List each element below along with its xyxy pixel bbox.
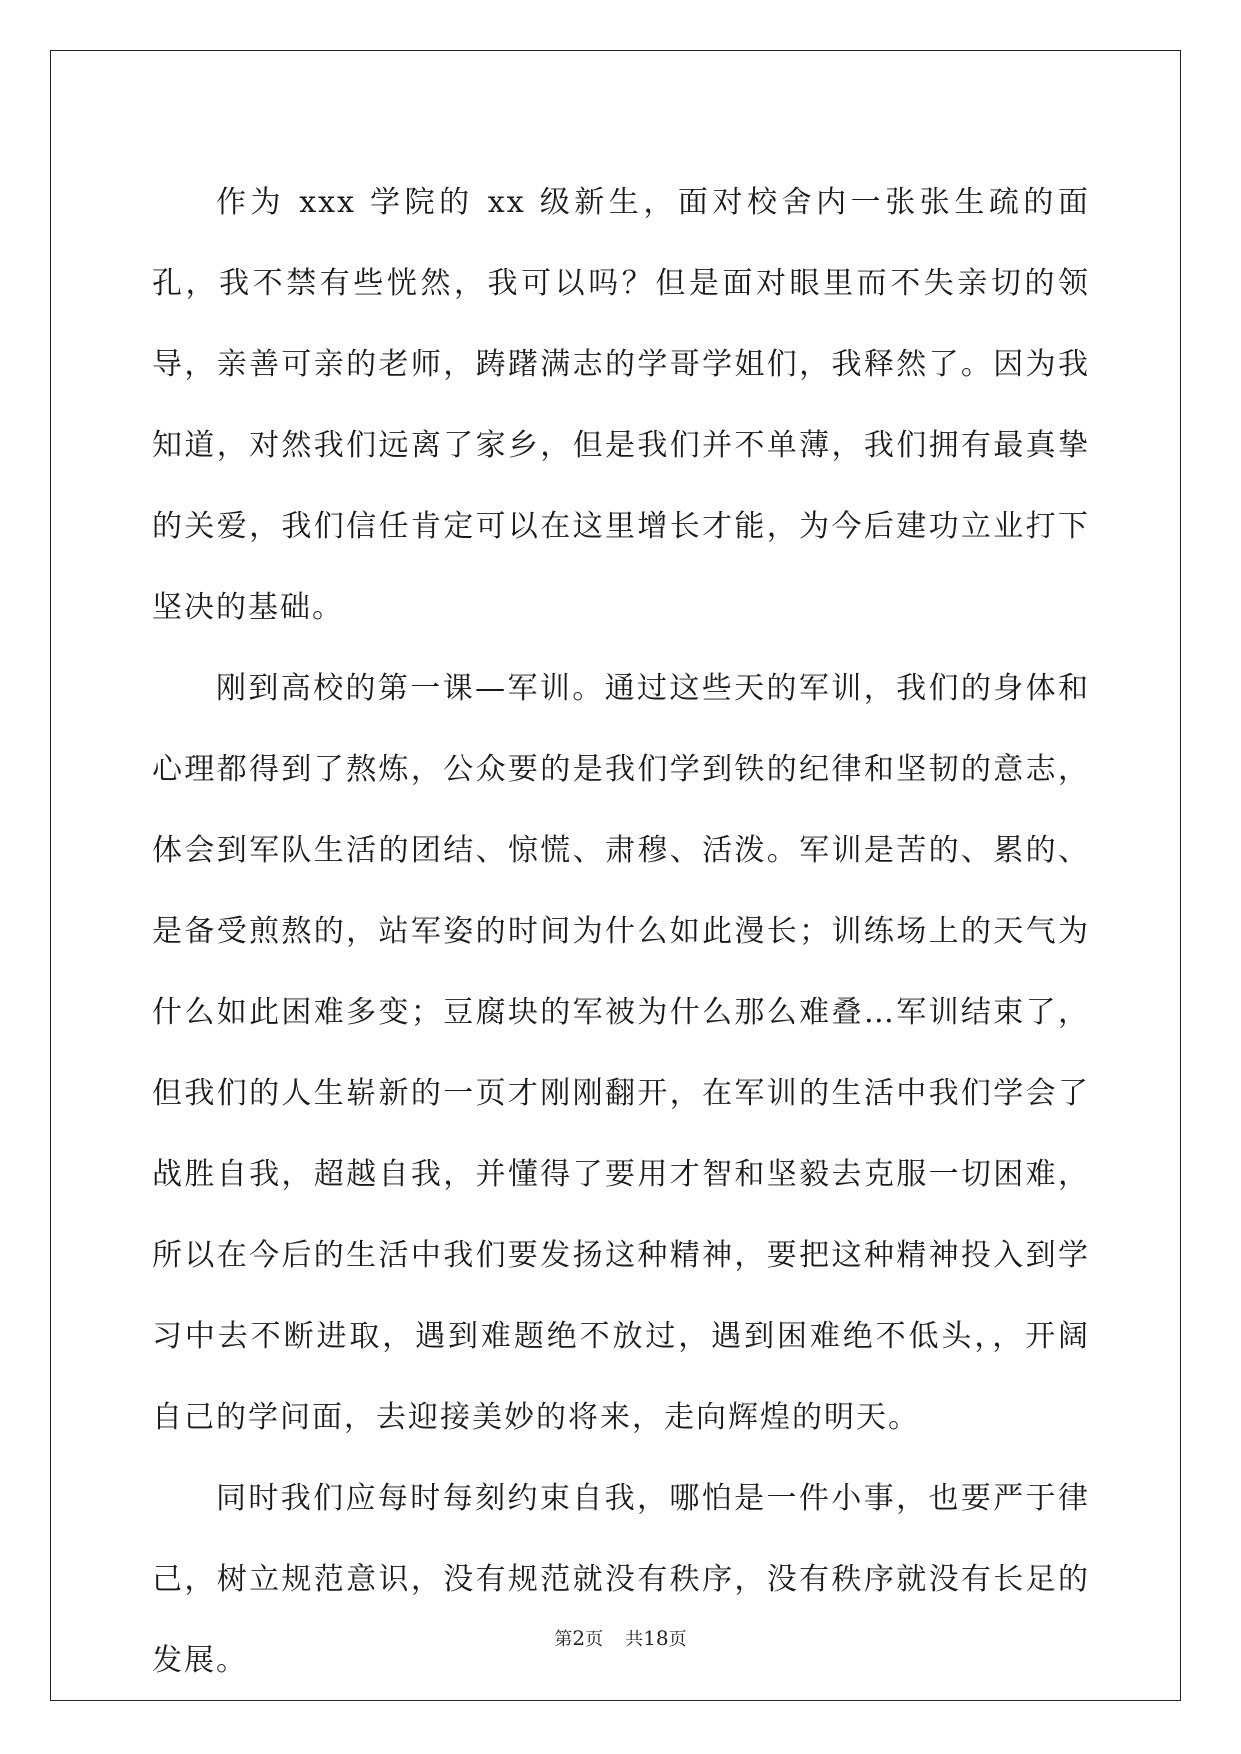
total-unit: 页 xyxy=(668,1629,687,1650)
total-prefix: 共 xyxy=(625,1629,644,1650)
paragraph-1: 作为 xxx 学院的 xx 级新生，面对校舍内一张张生疏的面孔，我不禁有些恍然，我可以吗？但是面对眼里而不失亲切的领导，亲善可亲的老师，踌躇满志的学哥学姐们，我释然了。因为我知道，对然我们远离了家乡，但是我们并不单薄，我们拥有最真挚的关爱，我们信任肯定可以在这里增长才能，为今后建功立业打下坚决的基础。 xyxy=(152,185,1090,625)
page-total: 18 xyxy=(643,1626,669,1650)
paragraph-3: 同时我们应每时每刻约束自我，哪怕是一件小事，也要严于律己，树立规范意识，没有规范就没有秩序，没有秩序就没有长足的发展。 xyxy=(152,1481,1090,1678)
page-current: 2 xyxy=(572,1626,586,1650)
document-body xyxy=(152,162,1090,1701)
page-unit: 页 xyxy=(585,1629,604,1650)
paragraph-2: 刚到高校的第一课—军训。通过这些天的军训，我们的身体和心理都得到了熬炼，公众要的是我们学到铁的纪律和坚韧的意志，体会到军队生活的团结、惊慌、肃穆、活泼。军训是苦的、累的、是备受煎熬的，站军姿的时间为什么如此漫长；训练场上的天气为什么如此困难多变；豆腐块的军被为什么那么难叠…军训结束了，但我们的人生崭新的一页才刚刚翻开，在军训的生活中我们学会了战胜自我，超越自我，并懂得了要用才智和坚毅去克服一切困难，所以在今后的生活中我们要发扬这种精神，要把这种精神投入到学习中去不断进取，遇到难题绝不放过，遇到困难绝不低头，，开阔自己的学问面，去迎接美妙的将来，走向辉煌的明天。 xyxy=(152,671,1090,1435)
page-prefix: 第 xyxy=(554,1629,573,1650)
page-footer xyxy=(0,1625,1241,1651)
